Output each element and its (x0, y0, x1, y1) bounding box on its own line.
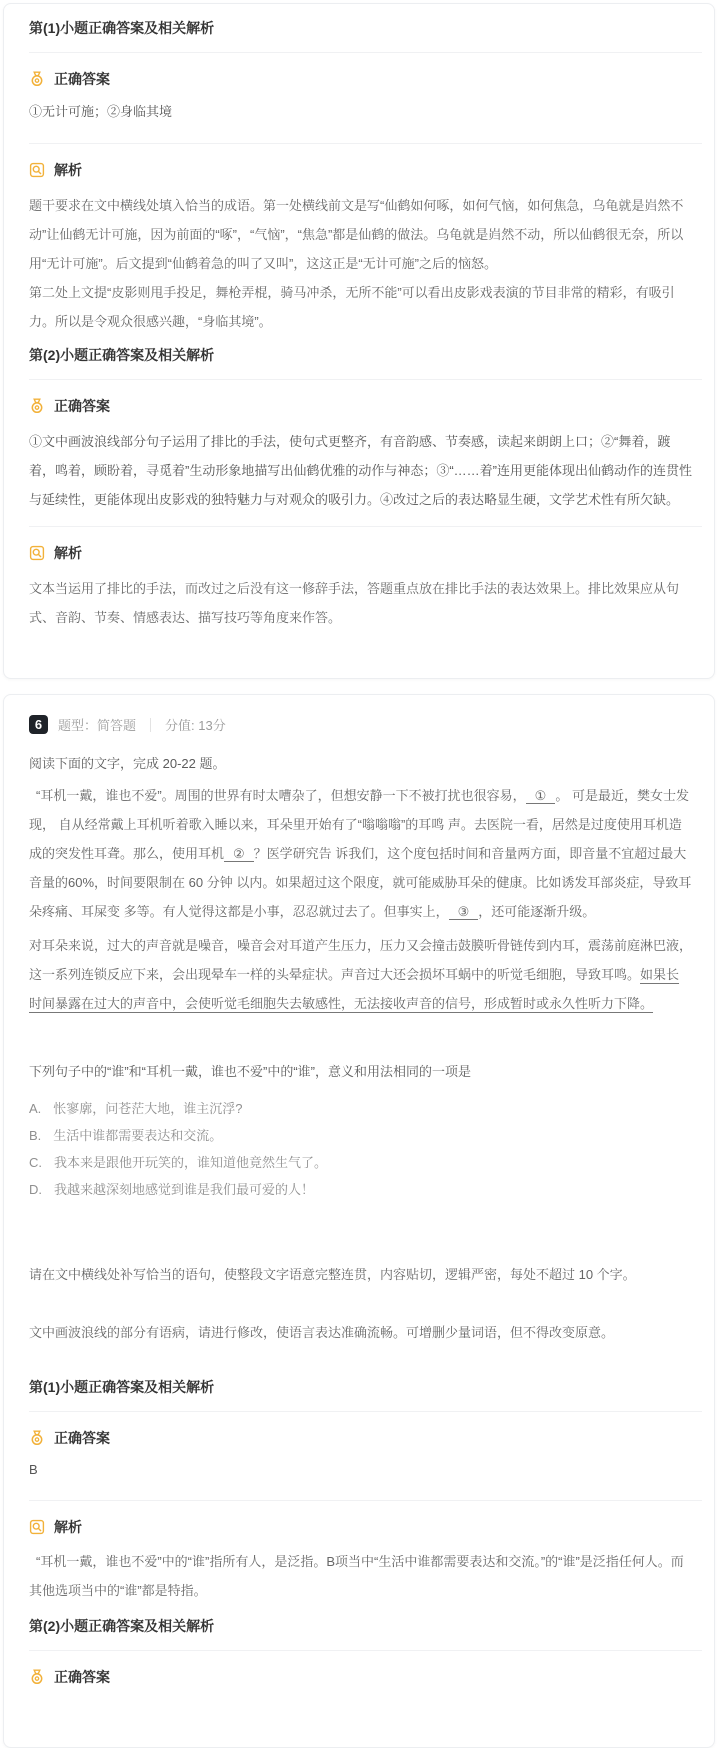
option-key: A. (29, 1101, 42, 1116)
passage-paragraph-1 (4, 781, 714, 926)
passage-intro: 阅读下面的文字，完成 20-22 题。 (29, 756, 226, 771)
answer-card-question5 (3, 3, 715, 679)
analysis-header (4, 1517, 714, 1537)
answer-text: B (29, 1462, 38, 1477)
correct-answer-header (4, 1428, 714, 1448)
blank-3: ③ (449, 904, 479, 920)
divider (29, 379, 702, 380)
passage-segment: ？医学研究告 诉我们，这个度包括时间和音量两方面，即音量不宜超过最大音量的60%，时间要限制在 60 分钟 以内。如果超过这个限度，就可能威胁耳朵的健康。比如诱发耳部炎症，导致耳朵疼痛、耳屎变 多等。有人觉得这都是小事，忍忍就过去了。但事实上， (29, 846, 692, 919)
sub2-title: 第(2)小题正确答案及相关解析 (29, 347, 215, 363)
analysis-paragraph: “耳机一戴，谁也不爱”中的“谁”指所有人，是泛指。B项当中“生活中谁都需要表达和交流。”的“谁”是泛指任何人。而其他选项当中的“谁”都是特指。 (29, 1554, 684, 1598)
analysis-paragraph: 文本当运用了排比的手法，而改过之后没有这一修辞手法，答题重点放在排比手法的表达效果上。排比效果应从句式、音韵、节奏、情感表达、描写技巧等角度来作答。 (29, 581, 680, 625)
divider (29, 1500, 702, 1501)
divider (29, 52, 702, 53)
option-text: 怅寥廓，问苍茫大地，谁主沉浮? (53, 1101, 243, 1116)
option-key: D. (29, 1182, 42, 1197)
correct-answer-header (4, 396, 714, 416)
option-d (4, 1176, 714, 1203)
divider (29, 1411, 702, 1412)
correct-answer-label: 正确答案 (54, 71, 110, 87)
answer-text: ①无计可施；②身临其境 (29, 104, 173, 119)
option-key: C. (29, 1155, 42, 1170)
medal-icon (29, 1430, 45, 1446)
divider (29, 1650, 702, 1651)
correct-answer-header (4, 69, 714, 89)
option-b (4, 1122, 714, 1149)
correct-answer-label: 正确答案 (54, 398, 110, 414)
sub1-title: 第(1)小题正确答案及相关解析 (29, 1379, 215, 1395)
question-type: 题型：简答题 (58, 718, 137, 733)
option-c (4, 1149, 714, 1176)
blank-1: ① (526, 788, 556, 804)
option-text: 生活中谁都需要表达和交流。 (53, 1128, 223, 1143)
passage-segment: ，还可能逐渐升级。 (478, 904, 596, 919)
option-a (4, 1095, 714, 1122)
analysis-paragraph: 题干要求在文中横线处填入恰当的成语。第一处横线前文是写“仙鹤如何啄，如何气恼，如何焦急，乌龟就是岿然不动”让仙鹤无计可施，因为前面的“啄”，“气恼”，“焦急”都是仙鹤的做法。乌龟就是岿然不动，所以仙鹤很无奈，所以用“无计可施”。后文提到“仙鹤着急的叫了又叫”，这这正是“无计可施”之后的恼怒。 (29, 198, 684, 271)
question-score: 分值: 13分 (165, 718, 226, 733)
analysis-paragraph: 第二处上文提“皮影则甩手投足，舞枪弄棍，骑马冲杀，无所不能”可以看出皮影戏表演的节目非常的精彩，有吸引力。所以是令观众很感兴趣，“身临其境”。 (29, 285, 675, 329)
mcq-stem: 下列句子中的“谁”和“耳机一戴，谁也不爱”中的“谁”，意义和用法相同的一项是 (29, 1064, 471, 1079)
sub1-title: 第(1)小题正确答案及相关解析 (29, 20, 215, 36)
blank-2: ② (224, 846, 254, 862)
magnifier-doc-icon (29, 162, 45, 178)
medal-icon (29, 71, 45, 87)
medal-icon (29, 1669, 45, 1685)
question-meta (4, 715, 714, 734)
analysis-label: 解析 (54, 1519, 82, 1535)
fill-blank-prompt: 请在文中横线处补写恰当的语句，使整段文字语意完整连贯，内容贴切，逻辑严密，每处不超过 10 个字。 (29, 1267, 636, 1282)
medal-icon (29, 398, 45, 414)
magnifier-doc-icon (29, 545, 45, 561)
question-number-badge: 6 (29, 715, 48, 734)
correct-answer-label: 正确答案 (54, 1669, 110, 1685)
analysis-header (4, 543, 714, 563)
underlined-sentence: 如果长时间暴露在过大的声音中，会使听觉毛细胞失去敏感性，无法接收声音的信号，形成暂时或永久性听力下降。 (29, 967, 680, 1011)
option-text: 我本来是跟他开玩笑的，谁知道他竟然生气了。 (54, 1155, 328, 1170)
revise-prompt: 文中画波浪线的部分有语病，请进行修改，使语言表达准确流畅。可增删少量词语，但不得改变原意。 (29, 1325, 615, 1340)
passage-paragraph-2 (4, 931, 714, 1018)
divider (29, 143, 702, 144)
divider (29, 526, 702, 527)
correct-answer-label: 正确答案 (54, 1430, 110, 1446)
passage-segment: 对耳朵来说，过大的声音就是噪音，噪音会对耳道产生压力，压力又会撞击鼓膜听骨链传到内耳，震荡前庭淋巴液，这一系列连锁反应下来，会出现晕车一样的头晕症状。声音过大还会损坏耳蜗中的听觉毛细胞，导致耳鸣。 (29, 938, 693, 982)
sub2-title: 第(2)小题正确答案及相关解析 (29, 1618, 215, 1634)
correct-answer-header (4, 1667, 714, 1687)
analysis-header (4, 160, 714, 180)
question-card-6 (3, 694, 715, 1748)
analysis-label: 解析 (54, 545, 82, 561)
meta-divider (150, 718, 151, 732)
magnifier-doc-icon (29, 1519, 45, 1535)
analysis-label: 解析 (54, 162, 82, 178)
answer-text: ①文中画波浪线部分句子运用了排比的手法，使句式更整齐，有音韵感、节奏感，读起来朗朗上口；②“舞着，踱着，鸣着，顾盼着，寻觅着”生动形象地描写出仙鹤优雅的动作与神态；③“……着”连用更能体现出仙鹤动作的连贯性与延续性，更能体现出皮影戏的独特魅力与对观众的吸引力。④改过之后的表达略显生硬，文学艺术性有所欠缺。 (29, 434, 692, 507)
option-text: 我越来越深刻地感觉到谁是我们最可爱的人！ (54, 1182, 315, 1197)
passage-segment: “耳机一戴，谁也不爱”。周围的世界有时太嘈杂了，但想安静一下不被打扰也很容易， (36, 788, 526, 803)
passage-segment: 。 可是最近，樊女士发现， 自从经常戴上耳机听着歌入睡以来，耳朵里开始有了“嗡嗡嗡”的耳鸣 声。去医院一看，居然是过度使用耳机造成的突发性耳聋。那么，使用耳机 (29, 788, 689, 861)
option-key: B. (29, 1128, 42, 1143)
